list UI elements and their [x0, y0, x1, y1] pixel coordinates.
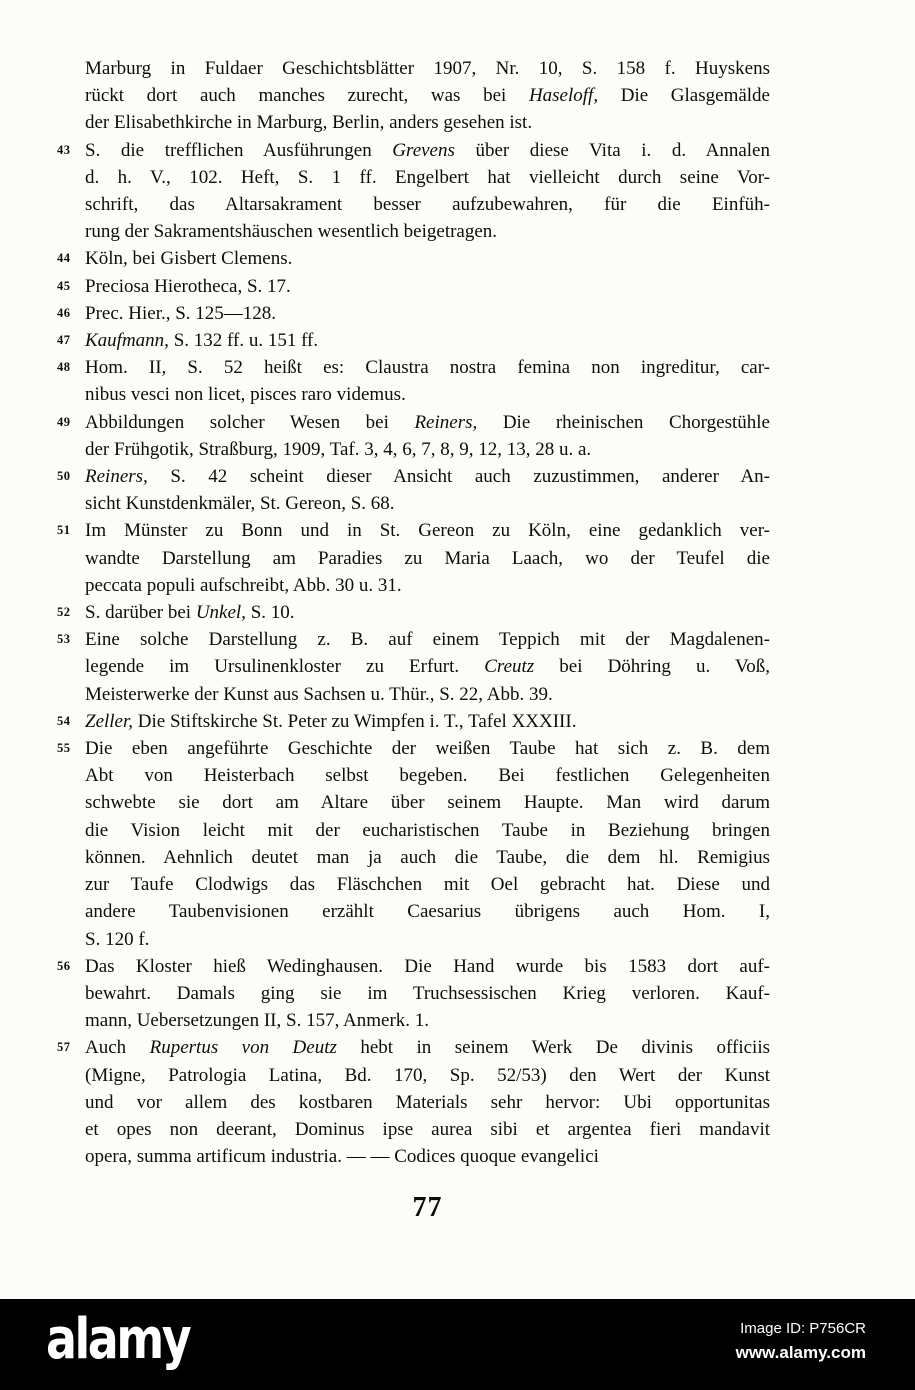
text-segment: Das Kloster hieß Wedinghausen. Die Hand wurde bis 1583 dort auf-: [85, 955, 770, 977]
footnote-line: [85, 436, 770, 463]
footnote-54: [57, 708, 770, 735]
footnote-number: 48: [57, 360, 71, 375]
alamy-url-text: www.alamy.com: [735, 1343, 866, 1362]
text-segment: zur Taufe Clodwigs das Fläschchen mit Oel gebracht hat. Diese und: [85, 874, 770, 896]
footnote-line: [85, 817, 770, 844]
text-segment-italic: Zeller,: [85, 710, 134, 732]
footnote-number: 49: [57, 414, 71, 429]
text-segment: Prec. Hier., S. 125—128.: [85, 302, 277, 324]
text-segment: Die Stiftskirche St. Peter zu Wimpfen i. T., Tafel XXXIII.: [133, 710, 577, 732]
text-segment: wandte Darstellung am Paradies zu Maria Laach, wo der Teufel die: [85, 547, 770, 569]
footnote-line: [57, 327, 770, 354]
page-number: 77: [412, 1192, 443, 1223]
footnote-number: 54: [57, 713, 71, 728]
text-segment: S. 120 f.: [85, 928, 150, 950]
text-segment: Die rheinischen Chorgestühle: [477, 411, 770, 433]
text-segment: d. h. V., 102. Heft, S. 1 ff. Engelbert hat vielleicht durch seine Vor-: [85, 166, 770, 188]
text-segment: S. darüber bei: [85, 602, 196, 624]
text-segment-italic: Reiners,: [85, 466, 148, 488]
footnote-line: [85, 789, 770, 816]
text-segment: der Elisabethkirche in Marburg, Berlin, anders gesehen ist.: [85, 112, 533, 134]
footnote-45: [57, 273, 770, 300]
footnote-line: [85, 1007, 770, 1034]
footnote-line: [57, 1034, 770, 1061]
footnote-line: [57, 735, 770, 762]
footnote-55: [57, 735, 770, 953]
text-segment: und vor allem des kostbaren Materials sehr hervor: Ubi opportunitas: [85, 1091, 770, 1113]
footnote-line: [57, 137, 770, 164]
text-segment: Meisterwerke der Kunst aus Sachsen u. Thür., S. 22, Abb. 39.: [85, 683, 553, 705]
footnote-46: [57, 300, 770, 327]
footnote-line: [57, 300, 770, 327]
footnote-line: [57, 245, 770, 272]
footnote-line: [85, 1116, 770, 1143]
text-segment: Im Münster zu Bonn und in St. Gereon zu Köln, eine gedanklich ver-: [85, 520, 770, 542]
text-segment: Eine solche Darstellung z. B. auf einem Teppich mit der Magdalenen-: [85, 629, 770, 651]
text-segment: Die eben angeführte Geschichte der weißen Taube hat sich z. B. dem: [85, 738, 770, 760]
footnote-line: [85, 109, 770, 136]
footnote-line: [85, 218, 770, 245]
footnote-number: 53: [57, 632, 71, 647]
footnote-48: [57, 354, 770, 408]
text-segment: können. Aehnlich deutet man ja auch die Taube, die dem hl. Remigius: [85, 846, 770, 868]
footnote-52: [57, 599, 770, 626]
footnote-line: [85, 1089, 770, 1116]
text-segment: Preciosa Hierotheca, S. 17.: [85, 275, 291, 297]
footnote-line: [57, 463, 770, 490]
text-segment-italic: Grevens: [392, 139, 455, 161]
footnote-51: [57, 517, 770, 599]
text-segment-italic: Rupertus von Deutz: [149, 1037, 337, 1059]
text-segment: S. 132 ff. u. 151 ff.: [168, 330, 319, 352]
footnote-50: [57, 463, 770, 517]
footnote-line: [85, 926, 770, 953]
footnote-number: 45: [57, 278, 71, 293]
text-segment: andere Taubenvisionen erzählt Caesarius übrigens auch Hom. I,: [85, 901, 770, 923]
footnotes-block: [57, 55, 770, 1170]
footnote-57: [57, 1034, 770, 1170]
footnote-number: 43: [57, 142, 71, 157]
text-segment: Köln, bei Gisbert Clemens.: [85, 248, 293, 270]
footnote-line: [85, 82, 770, 109]
footnote-49: [57, 409, 770, 463]
footnote-number: 44: [57, 251, 71, 266]
text-segment: (Migne, Patrologia Latina, Bd. 170, Sp. 52/53) den Wert der Kunst: [85, 1064, 770, 1086]
text-segment: mann, Uebersetzungen II, S. 157, Anmerk. 1.: [85, 1010, 430, 1032]
text-segment-italic: Unkel,: [195, 602, 246, 624]
footnote-line: [57, 517, 770, 544]
footnote-line: [85, 545, 770, 572]
text-segment: schrift, das Altarsakrament besser aufzubewahren, für die Einfüh-: [85, 194, 770, 216]
footnote-line: [57, 409, 770, 436]
footnote-number: 51: [57, 523, 71, 538]
text-segment: et opes non deerant, Dominus ipse aurea sibi et argentea fieri mandavit: [85, 1118, 770, 1140]
text-segment: legende im Ursulinenkloster zu Erfurt.: [85, 656, 485, 678]
footnote-line: [57, 354, 770, 381]
footnote-line: [85, 844, 770, 871]
text-segment: S. die trefflichen Ausführungen: [85, 139, 393, 161]
text-segment: opera, summa artificum industria. — — Codices quoque evangelici: [85, 1146, 599, 1168]
text-segment: bei Döhring u. Voß,: [534, 656, 770, 678]
footnote-line: [85, 681, 770, 708]
image-id-text: Image ID: P756CR: [740, 1320, 866, 1337]
alamy-logo: alamy: [46, 1307, 190, 1372]
footnote-line: [57, 599, 770, 626]
footnote-line: [85, 1143, 770, 1170]
text-segment: Abbildungen solcher Wesen bei: [85, 411, 415, 433]
text-segment: Die Glasgemälde: [598, 85, 770, 107]
footnote-line: [85, 191, 770, 218]
text-segment-italic: Kaufmann,: [85, 330, 169, 352]
text-segment: nibus vesci non licet, pisces raro videmus.: [85, 384, 406, 406]
text-segment: bewahrt. Damals ging sie im Truchsessischen Krieg verloren. Kauf-: [85, 982, 770, 1004]
text-segment: S. 42 scheint dieser Ansicht auch zuzustimmen, anderer An-: [147, 466, 770, 488]
watermark-meta: [736, 1317, 866, 1365]
footnote-line: [85, 164, 770, 191]
footnote-line: [85, 572, 770, 599]
footnote-number: 47: [57, 333, 71, 348]
footnote-43: [57, 137, 770, 246]
footnote-number: 50: [57, 469, 71, 484]
footnote-44: [57, 245, 770, 272]
footnote-line: [85, 762, 770, 789]
text-segment-italic: Haseloff,: [528, 85, 599, 107]
footnote-line: [85, 381, 770, 408]
text-segment: Abt von Heisterbach selbst begeben. Bei festlichen Gelegenheiten: [85, 765, 770, 787]
text-segment: rung der Sakramentshäuschen wesentlich beigetragen.: [85, 221, 498, 243]
footnote-number: 52: [57, 605, 71, 620]
watermark-bar: [0, 1299, 915, 1390]
footnote-line: [85, 1062, 770, 1089]
text-segment: schwebte sie dort am Altare über seinem Haupte. Man wird darum: [85, 792, 770, 814]
footnote-number: 46: [57, 305, 71, 320]
footnote-56: [57, 953, 770, 1035]
footnote-line: [85, 980, 770, 1007]
footnote-number: 56: [57, 958, 71, 973]
text-segment: Hom. II, S. 52 heißt es: Claustra nostra femina non ingreditur, car-: [85, 357, 770, 379]
text-segment: über diese Vita i. d. Annalen: [454, 139, 770, 161]
text-segment: Auch: [85, 1037, 150, 1059]
footnote-line: [57, 708, 770, 735]
text-segment: S. 10.: [245, 602, 295, 624]
footnote-line: [57, 953, 770, 980]
footnote-continuation: [85, 55, 770, 137]
footnote-line: [85, 871, 770, 898]
footnote-line: [57, 626, 770, 653]
text-segment: der Frühgotik, Straßburg, 1909, Taf. 3, 4, 6, 7, 8, 9, 12, 13, 28 u. a.: [85, 438, 592, 460]
footnote-number: 55: [57, 741, 71, 756]
footnote-line: [85, 898, 770, 925]
text-segment: Marburg in Fuldaer Geschichtsblätter 1907, Nr. 10, S. 158 f. Huyskens: [85, 58, 770, 79]
text-segment: rückt dort auch manches zurecht, was bei: [85, 85, 529, 107]
footnote-line: [85, 490, 770, 517]
footnote-47: [57, 327, 770, 354]
text-segment: hebt in seinem Werk De divinis officiis: [336, 1037, 770, 1059]
footnote-line: [85, 55, 770, 82]
footnote-53: [57, 626, 770, 708]
text-segment: sicht Kunstdenkmäler, St. Gereon, S. 68.: [85, 493, 395, 515]
text-segment: peccata populi aufschreibt, Abb. 30 u. 31.: [85, 574, 402, 596]
footnote-line: [85, 653, 770, 680]
footnote-line: [57, 273, 770, 300]
text-segment: die Vision leicht mit der eucharistischen Taube in Beziehung bringen: [85, 819, 770, 841]
text-segment-italic: Reiners,: [414, 411, 478, 433]
footnote-number: 57: [57, 1040, 71, 1055]
text-segment-italic: Creutz: [484, 656, 535, 678]
